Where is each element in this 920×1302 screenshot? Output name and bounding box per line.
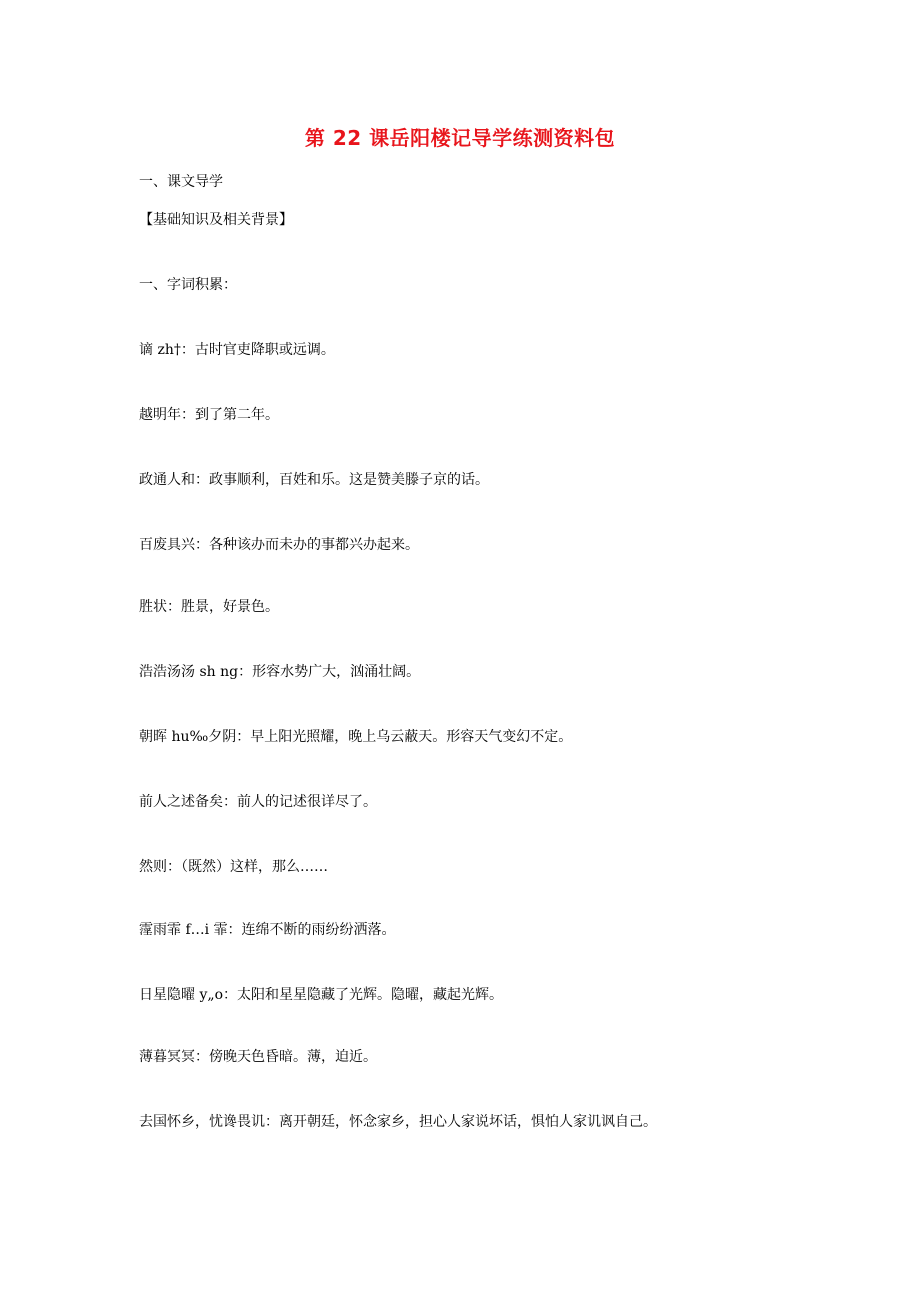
vocab-heading: 一、字词积累：	[139, 277, 237, 293]
vocab-entry: 朝晖 hu‰夕阴：早上阳光照耀，晚上乌云蔽天。形容天气变幻不定。	[139, 729, 573, 745]
subheading: 【基础知识及相关背景】	[139, 212, 293, 228]
vocab-entry: 百废具兴：各种该办而未办的事都兴办起来。	[139, 537, 419, 553]
section-heading: 一、课文导学	[139, 174, 223, 190]
vocab-entry: 前人之述备矣：前人的记述很详尽了。	[139, 794, 377, 810]
vocab-entry: 胜状：胜景，好景色。	[139, 599, 279, 615]
vocab-entry: 谪 zh†：古时官吏降职或远调。	[139, 342, 335, 358]
vocab-entry: 浩浩汤汤 sh ng：形容水势广大，汹涌壮阔。	[139, 664, 421, 680]
vocab-entry: 然则：（既然）这样，那么……	[139, 859, 328, 875]
vocab-entry: 日星隐曜 y„o：太阳和星星隐藏了光辉。隐曜，藏起光辉。	[139, 987, 504, 1003]
vocab-entry: 薄暮冥冥：傍晚天色昏暗。薄，迫近。	[139, 1049, 377, 1065]
vocab-entry: 去国怀乡，忧谗畏讥：离开朝廷，怀念家乡，担心人家说坏话，惧怕人家讥讽自己。	[139, 1114, 657, 1130]
document-title: 第 22 课岳阳楼记导学练测资料包	[304, 126, 616, 150]
vocab-entry: 霪雨霏 f…i 霏：连绵不断的雨纷纷洒落。	[139, 922, 396, 938]
vocab-entry: 政通人和：政事顺利，百姓和乐。这是赞美滕子京的话。	[139, 472, 489, 488]
vocab-entry: 越明年：到了第二年。	[139, 407, 279, 423]
